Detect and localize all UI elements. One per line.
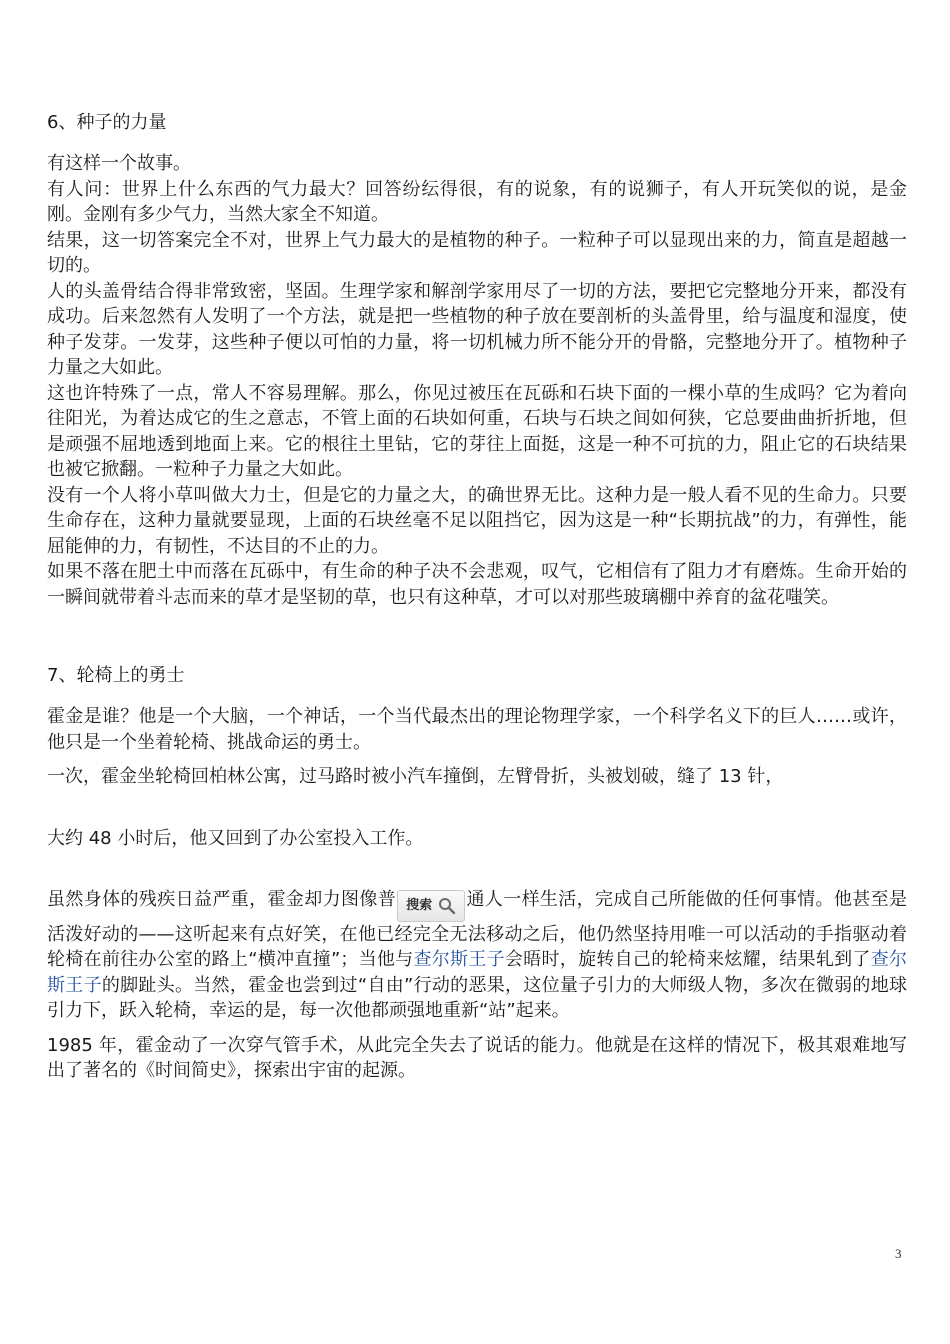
link-prince-charles[interactable]: 查尔斯王子 xyxy=(413,949,505,971)
section-6-paragraph: 这也许特殊了一点，常人不容易理解。那么，你见过被压在瓦砾和石块下面的一棵小草的生成吗？它为着向往阳光，为着达成它的生之意志，不管上面的石块如何重，石块与石块之间如何狭，它总要曲曲折折地，但是顽强不屈地透到地面上来。它的根往土里钻，它的芽往上面挺，这是一种不可抗的力，阻止它的石块结果也被它掀翻。一粒种子力量之大如此。 xyxy=(47,382,907,480)
page-content xyxy=(47,108,907,1084)
section-6-paragraph: 没有一个人将小草叫做大力士，但是它的力量之大，的确世界无比。这种力是一般人看不见的生命力。只要生命存在，这种力量就要显现，上面的石块丝毫不足以阻挡它，因为这是一种“长期抗战”的力，有弹性，能屈能伸的力，有韧性，不达目的不止的力。 xyxy=(47,484,907,557)
section-7-paragraph: 1985 年，霍金动了一次穿气管手术，从此完全失去了说话的能力。他就是在这样的情况下，极其艰难地写出了著名的《时间简史》，探索出宇宙的起源。 xyxy=(47,1034,907,1082)
section-7-paragraph: 一次，霍金坐轮椅回柏林公寓，过马路时被小汽车撞倒，左臂骨折，头被划破，缝了 13 针， xyxy=(47,766,784,787)
section-6-paragraph: 如果不落在肥土中而落在瓦砾中，有生命的种子决不会悲观，叹气，它相信有了阻力才有磨炼。生命开始的一瞬间就带着斗志而来的草才是坚韧的草，也只有这种草，才可以对那些玻璃棚中养育的盆花嗤笑。 xyxy=(47,561,907,608)
section-6-paragraph: 有人问：世界上什么东西的气力最大？回答纷纭得很，有的说象，有的说狮子，有人开玩笑似的说，是金刚。金刚有多少气力，当然大家全不知道。 xyxy=(47,178,907,225)
section-6-paragraph: 结果，这一切答案完全不对，世界上气力最大的是植物的种子。一粒种子可以显现出来的力，简直是超越一切的。 xyxy=(47,229,907,276)
section-6-paragraph: 有这样一个故事。 xyxy=(47,153,191,174)
section-7-paragraph: 霍金是谁？他是一个大脑，一个神话，一个当代最杰出的理论物理学家，一个科学名义下的巨人……或许，他只是一个坐着轮椅、挑战命运的勇士。 xyxy=(47,706,907,753)
link-prince-charles[interactable]: 查尔斯王子 xyxy=(47,949,908,996)
magnifier-icon xyxy=(438,897,456,915)
search-button-label: 搜索 xyxy=(406,898,433,913)
page-number: 3 xyxy=(895,1246,902,1261)
section-6-paragraph: 人的头盖骨结合得非常致密，坚固。生理学家和解剖学家用尽了一切的方法，要把它完整地分开来，都没有成功。后来忽然有人发明了一个方法，就是把一些植物的种子放在要剖析的头盖骨里，给与温度和湿度，使种子发芽。一发芽，这些种子便以可怕的力量，将一切机械力所不能分开的骨骼，完整地分开了。植物种子力量之大如此。 xyxy=(47,280,907,378)
search-button[interactable] xyxy=(397,890,465,922)
text-run: 虽然身体的残疾日益严重，霍金却力图像普 xyxy=(47,889,397,910)
section-7-title: 7、轮椅上的勇士 xyxy=(47,665,185,686)
text-run: 的脚趾头。当然，霍金也尝到过“自由”行动的恶果，这位量子引力的大师级人物，多次在微弱的地球引力下，跃入轮椅，幸运的是，每一次他都顽强地重新“站”起来。 xyxy=(47,974,907,1022)
text-run: 通人一样生活，完成自己所能做的任何事情。他甚至是活泼好动的——这听起来有点好笑，在他已经完全无法移动之后，他仍然坚持用唯一可以活动的手指驱动着轮椅在前往办公室的路上“横冲直撞”；当他与 xyxy=(47,889,907,971)
section-6-title: 6、种子的力量 xyxy=(47,112,167,133)
section-7-paragraph-with-links xyxy=(47,887,907,1024)
text-run: 会晤时，旋转自己的轮椅来炫耀，结果轧到了 xyxy=(504,949,871,971)
section-7-paragraph: 大约 48 小时后，他又回到了办公室投入工作。 xyxy=(47,827,424,849)
